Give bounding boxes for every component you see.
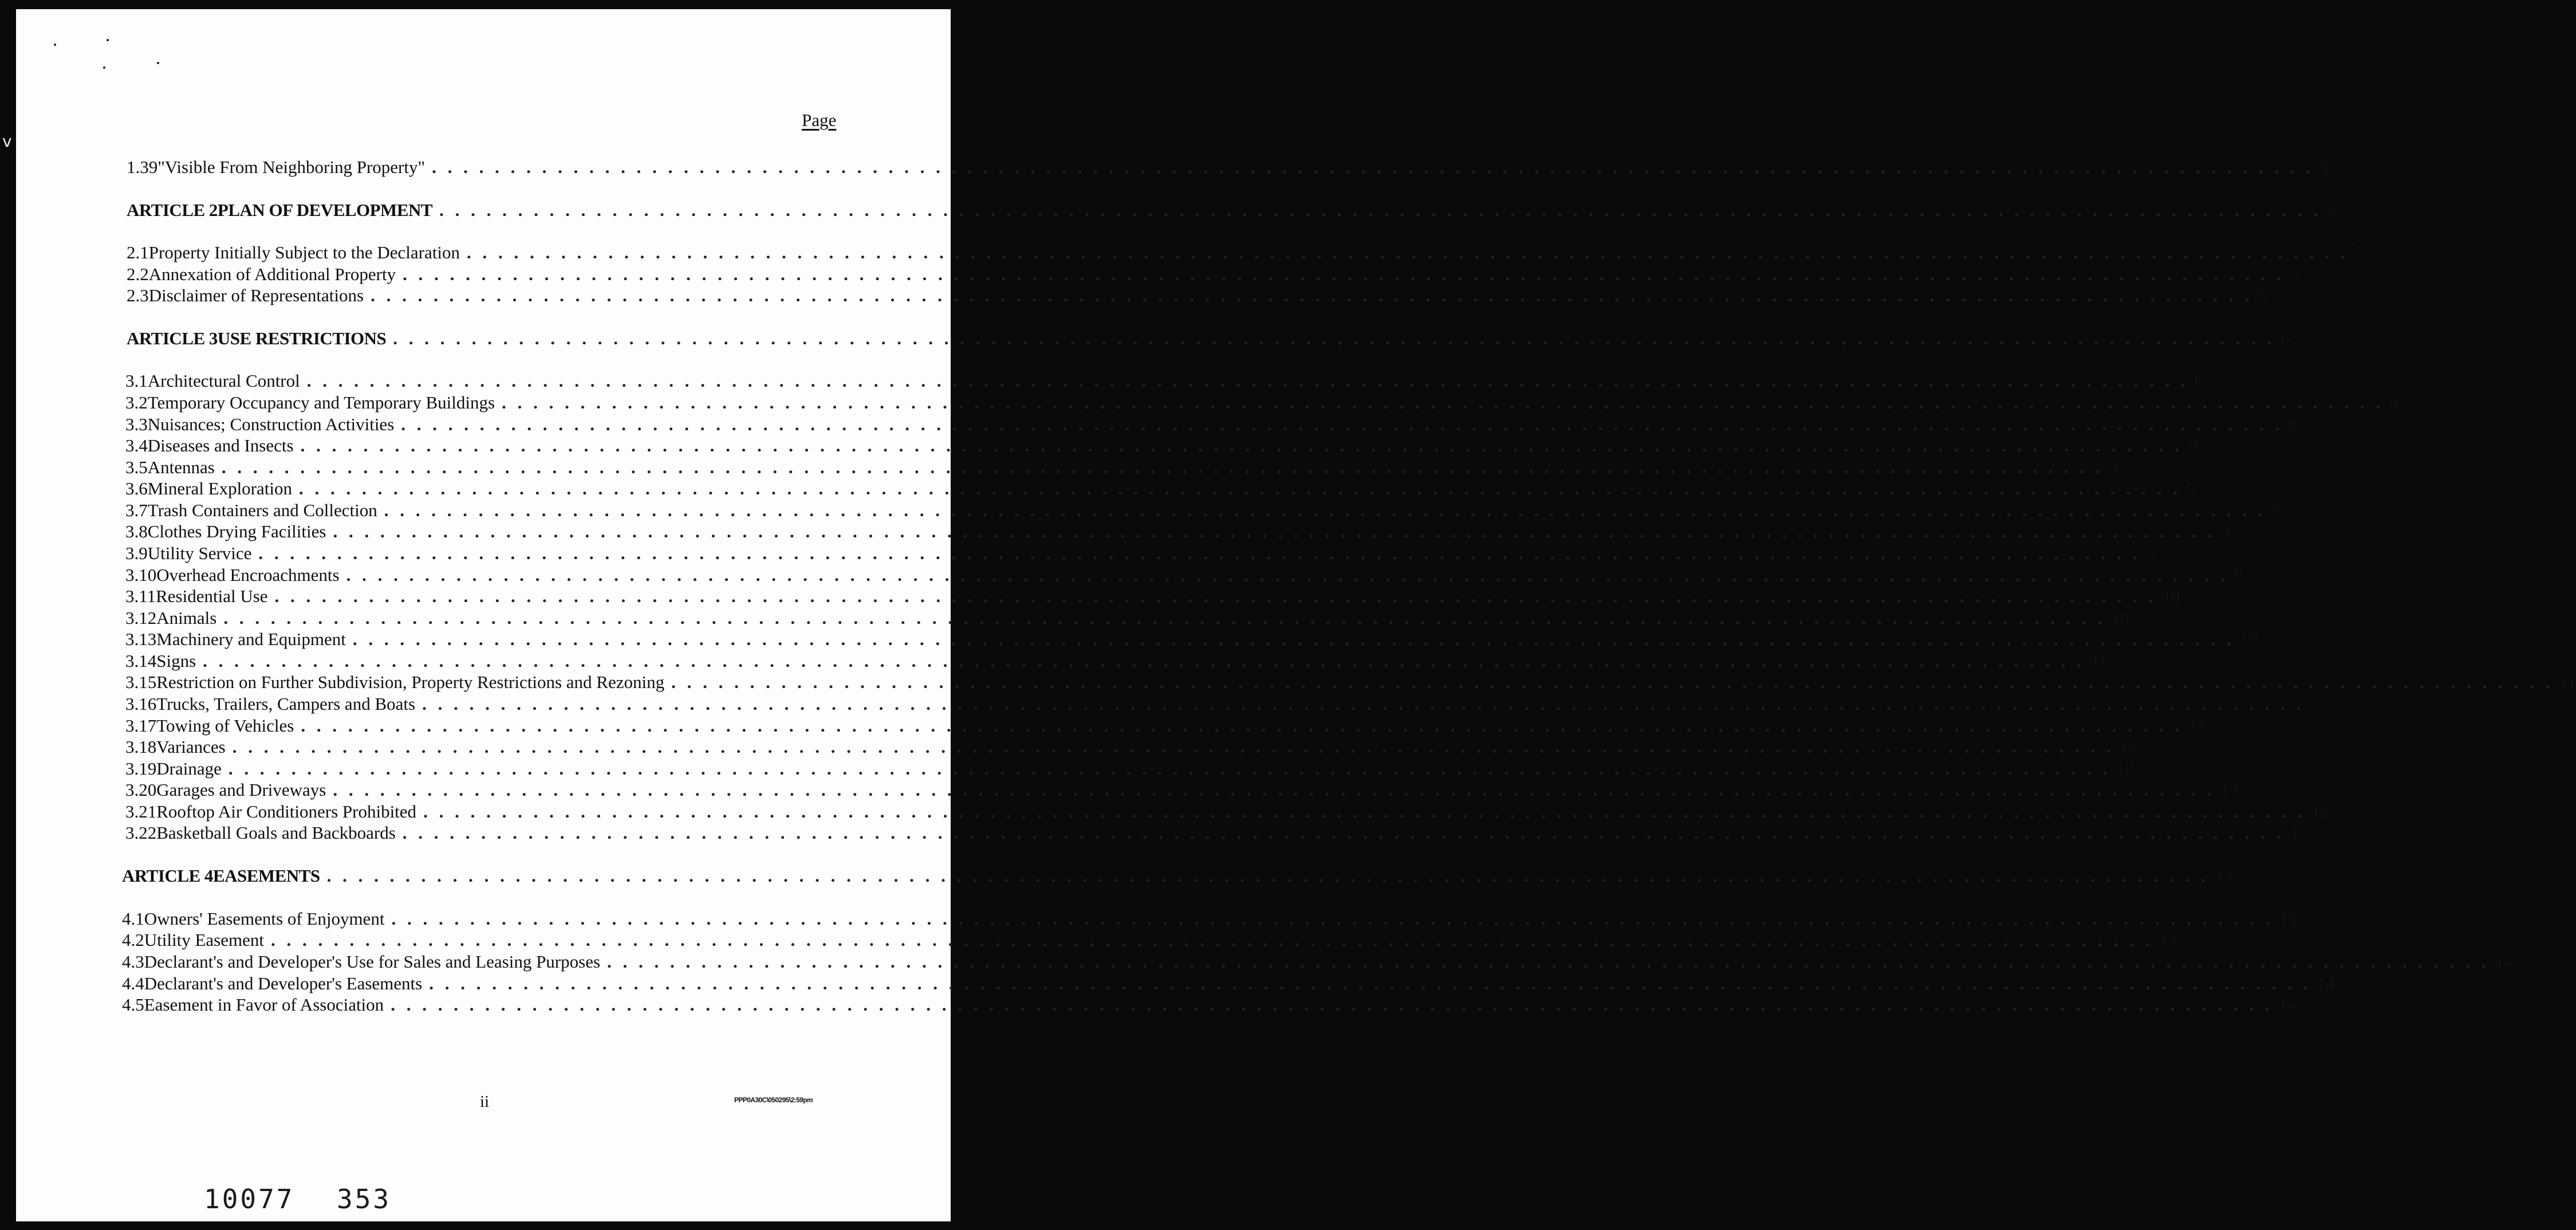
dot-leader: . . . . . . . . . . . . . . . . . . . . . . . . . . . . . . . . . . . . . . . . . . . . . . . . . . . . . . . . . . . . . . . . . . . . . . . . . . . . . . . . . . . . . . . . . . . . . . . . . . . . . . . . . . . . . . . . . . . . . . . . [401,414,2283,434]
toc-section-number: 3.8 [125,521,148,541]
toc-section-number: 3.1 [125,371,148,391]
toc-page-number: 12 [2290,823,2309,843]
toc-section-title: Rooftop Air Conditioners Prohibited [156,801,417,822]
toc-page-number: 12 [2120,737,2138,757]
toc-page-number: 10 [2111,608,2129,628]
dot-leader: . . . . . . . . . . . . . . . . . . . . . . . . . . . . . . . . . . . . . . . . . . . . . . . . . . . . . . . . . . . . . . . . . . . . . . . . . . . . . . . . . . . . . . . . . . . . . . . . . . . . . . . . . . . . . . . . . . . . . . . . [432,157,2314,177]
toc-section-title: Property Initially Subject to the Declaration [148,242,460,262]
toc-page-number: 5 [2327,200,2336,220]
toc-entry-row [125,715,2206,737]
dot-leader: . . . . . . . . . . . . . . . . . . . . . . . . . . . . . . . . . . . . . . . . . . . . . . . . . . . . . . . . . . . . . . . . . . . . . . . . . . . . . . . . . . . . . . . . . . . . . . . . . . . . . . . . . . . . . . . . . . . . . . . . [403,264,2285,284]
toc-entry-row [125,414,2298,435]
dot-leader: . . . . . . . . . . . . . . . . . . . . . . . . . . . . . . . . . . . . . . . . . . . . . . . . . . . . . . . . . . . . . . . . . . . . . . . . . . . . . . . . . . . . . . . . . . . . . . . . . . . . . . . . . . . . . . . . . . . . . . . . [333,521,2215,541]
toc-section-number: 3.14 [125,651,157,671]
recording-page-number: 353 [337,1184,392,1215]
toc-entry-row [125,585,2180,607]
toc-article-row [122,865,2232,887]
toc-section-number: 3.17 [125,716,157,736]
toc-section-number: 3.15 [125,672,157,692]
toc-section-title: Temporary Occupancy and Temporary Buildings [147,392,495,412]
dot-leader: . . . . . . . . . . . . . . . . . . . . . . . . . . . . . . . . . . . . . . . . . . . . . . . . . . . . . . . . . . . . . . . . . . . . . . . . . . . . . . . . . . . . . . . . . . . . . . . . . . . . . . . . . . . . . . . . . . . . . . . . [422,694,2305,714]
toc-page-number: 10 [2162,586,2180,606]
dot-leader: . . . . . . . . . . . . . . . . . . . . . . . . . . . . . . . . . . . . . . . . . . . . . . . . . . . . . . . . . . . . . . . . . . . . . . . . . . . . . . . . . . . . . . . . . . . . . . . . . . . . . . . . . . . . . . . . . . . . . . . . [300,435,2183,455]
toc-section-title: Garages and Driveways [156,780,326,800]
toc-section-title: Mineral Exploration [147,478,292,498]
toc-entry-row [122,951,2513,973]
toc-section-title: Residential Use [156,586,268,606]
toc-entry-row [125,822,2309,844]
dot-leader: . . . . . . . . . . . . . . . . . . . . . . . . . . . . . . . . . . . . . . . . . . . . . . . . . . . . . . . . . . . . . . . . . . . . . . . . . . . . . . . . . . . . . . . . . . . . . . . . . . . . . . . . . . . . . . . . . . . . . . . . [301,716,2183,736]
toc-section-title: Towing of Vehicles [156,716,294,736]
toc-section-title: Disclaimer of Representations [148,285,364,305]
toc-entry-row [125,693,2327,715]
dot-leader: . . . . . . . . . . . . . . . . . . . . . . . . . . . . . . . . . . . . . . . . . . . . . . . . . . . . . . . . . . . . . . . . . . . . . . . . . . . . . . . . . . . . . . . . . . . . . . . . . . . . . . . . . . . . . . . . . . . . . . . . [391,995,2273,1015]
toc-page-number: 14 [2278,995,2297,1015]
toc-page-number: 5 [2319,157,2329,177]
toc-page-number: 8 [2389,392,2398,412]
toc-section-title: Signs [156,651,196,671]
toc-entry-row [125,564,2243,586]
toc-section-number: 3.3 [125,414,148,434]
toc-page-number: 11 [2310,694,2327,714]
toc-section-number: 3.2 [125,392,148,412]
dot-leader: . . . . . . . . . . . . . . . . . . . . . . . . . . . . . . . . . . . . . . . . . . . . . . . . . . . . . . . . . . . . . . . . . . . . . . . . . . . . . . . . . . . . . . . . . . . . . . . . . . . . . . . . . . . . . . . . . . . . . . . . [607,952,2490,972]
toc-section-number: 3.21 [125,801,157,822]
toc-section-title: Declarant's and Developer's Use for Sales and Leasing Purposes [144,952,601,972]
dot-leader: . . . . . . . . . . . . . . . . . . . . . . . . . . . . . . . . . . . . . . . . . . . . . . . . . . . . . . . . . . . . . . . . . . . . . . . . . . . . . . . . . . . . . . . . . . . . . . . . . . . . . . . . . . . . . . . . . . . . . . . . [258,543,2141,563]
toc-entry-row [127,264,2299,285]
document-page [16,9,2576,1221]
toc-entry-row [125,543,2156,564]
toc-section-title: Clothes Drying Facilities [147,521,326,541]
toc-article-row [127,328,2290,349]
toc-article-label: ARTICLE 4 [122,866,213,886]
toc-section-title: Utility Easement [144,930,264,950]
toc-section-number: 1.39 [127,157,158,177]
toc-page-number: 9 [2188,435,2197,455]
toc-page-number: 9 [2271,500,2281,520]
toc-section-number: 3.18 [125,737,157,757]
toc-section-title: Antennas [147,457,215,477]
dot-leader: . . . . . . . . . . . . . . . . . . . . . . . . . . . . . . . . . . . . . . . . . . . . . . . . . . . . . . . . . . . . . . . . . . . . . . . . . . . . . . . . . . . . . . . . . . . . . . . . . . . . . . . . . . . . . . . . . . . . . . . . [306,371,2189,391]
toc-entry-row [125,650,2108,672]
toc-section-title: Trucks, Trailers, Campers and Boats [156,694,416,714]
dot-leader: . . . . . . . . . . . . . . . . . . . . . . . . . . . . . . . . . . . . . . . . . . . . . . . . . . . . . . . . . . . . . . . . . . . . . . . . . . . . . . . . . . . . . . . . . . . . . . . . . . . . . . . . . . . . . . . . . . . . . . . . [429,973,2311,993]
dot-leader: . . . . . . . . . . . . . . . . . . . . . . . . . . . . . . . . . . . . . . . . . . . . . . . . . . . . . . . . . . . . . . . . . . . . . . . . . . . . . . . . . . . . . . . . . . . . . . . . . . . . . . . . . . . . . . . . . . . . . . . . [299,478,2181,498]
toc-entry-row [122,973,2335,995]
toc-section-number: 3.16 [125,694,157,714]
toc-article-title: PLAN OF DEVELOPMENT [217,200,433,220]
toc-section-number: 3.11 [125,586,156,606]
toc-entry-row [127,242,2364,264]
toc-section-title: Easement in Favor of Association [144,995,384,1015]
toc-entry-row [127,285,2267,306]
toc-section-title: Drainage [156,759,222,779]
toc-section-number: 4.4 [122,973,144,993]
dot-leader: . . . . . . . . . . . . . . . . . . . . . . . . . . . . . . . . . . . . . . . . . . . . . . . . . . . . . . . . . . . . . . . . . . . . . . . . . . . . . . . . . . . . . . . . . . . . . . . . . . . . . . . . . . . . . . . . . . . . . . . . [270,930,2153,950]
toc-section-title: Annexation of Additional Property [148,264,396,284]
recording-book-number: 10077 [204,1184,295,1215]
toc-section-number: 4.2 [122,930,144,950]
toc-page-number: 6 [2280,328,2290,348]
toc-section-number: 3.6 [125,478,148,498]
toc-section-number: 4.3 [122,952,144,972]
toc-section-number: 3.13 [125,629,157,649]
toc-entry-row [125,628,2259,650]
toc-page-number: 6 [2258,285,2267,305]
toc-entry-row [125,779,2239,801]
toc-section-number: 3.9 [125,543,148,563]
toc-page-number: 11 [2559,672,2576,692]
toc-entry-row [125,435,2197,457]
toc-article-row [127,199,2336,221]
toc-article-title: USE RESTRICTIONS [217,328,387,348]
toc-entry-row [122,908,2297,930]
toc-section-number: 3.5 [125,457,148,477]
dot-leader: . . . . . . . . . . . . . . . . . . . . . . . . . . . . . . . . . . . . . . . . . . . . . . . . . . . . . . . . . . . . . . . . . . . . . . . . . . . . . . . . . . . . . . . . . . . . . . . . . . . . . . . . . . . . . . . . . . . . . . . . [326,866,2209,886]
dot-leader: . . . . . . . . . . . . . . . . . . . . . . . . . . . . . . . . . . . . . . . . . . . . . . . . . . . . . . . . . . . . . . . . . . . . . . . . . . . . . . . . . . . . . . . . . . . . . . . . . . . . . . . . . . . . . . . . . . . . . . . . [352,629,2235,649]
toc-entry-row [125,607,2129,629]
toc-section-title: Restriction on Further Subdivision, Property Restrictions and Rezoning [156,672,665,692]
toc-section-title: Owners' Easements of Enjoyment [144,909,385,929]
footer-page-number: ii [480,1093,490,1111]
toc-section-title: Animals [156,608,217,628]
toc-page-number: 9 [2146,543,2156,563]
dot-leader: . . . . . . . . . . . . . . . . . . . . . . . . . . . . . . . . . . . . . . . . . . . . . . . . . . . . . . . . . . . . . . . . . . . . . . . . . . . . . . . . . . . . . . . . . . . . . . . . . . . . . . . . . . . . . . . . . . . . . . . . [371,285,2253,305]
dot-leader: . . . . . . . . . . . . . . . . . . . . . . . . . . . . . . . . . . . . . . . . . . . . . . . . . . . . . . . . . . . . . . . . . . . . . . . . . . . . . . . . . . . . . . . . . . . . . . . . . . . . . . . . . . . . . . . . . . . . . . . . [333,780,2215,800]
toc-entry-row [125,736,2138,758]
dot-leader: . . . . . . . . . . . . . . . . . . . . . . . . . . . . . . . . . . . . . . . . . . . . . . . . . . . . . . . . . . . . . . . . . . . . . . . . . . . . . . . . . . . . . . . . . . . . . . . . . . . . . . . . . . . . . . . . . . . . . . . . [466,242,2349,262]
toc-page-number: 5 [2354,242,2364,262]
toc-page-number: 14 [2495,952,2513,972]
toc-page-number: 11 [2188,716,2206,736]
toc-page-number: 9 [2234,565,2243,585]
scan-edge-mark: v [2,132,12,151]
dot-leader: . . . . . . . . . . . . . . . . . . . . . . . . . . . . . . . . . . . . . . . . . . . . . . . . . . . . . . . . . . . . . . . . . . . . . . . . . . . . . . . . . . . . . . . . . . . . . . . . . . . . . . . . . . . . . . . . . . . . . . . . [502,392,2384,412]
toc-section-number: 2.1 [127,242,149,262]
toc-section-title: Trash Containers and Collection [147,500,377,520]
toc-section-title: Utility Service [147,543,252,563]
toc-entry-row [122,994,2297,1016]
dot-leader: . . . . . . . . . . . . . . . . . . . . . . . . . . . . . . . . . . . . . . . . . . . . . . . . . . . . . . . . . . . . . . . . . . . . . . . . . . . . . . . . . . . . . . . . . . . . . . . . . . . . . . . . . . . . . . . . . . . . . . . . [346,565,2228,585]
toc-page-number: 8 [2289,414,2298,434]
toc-entry-row [125,478,2196,500]
toc-section-number: 4.5 [122,995,144,1015]
toc-page-number: 13 [2214,866,2232,886]
dot-leader: . . . . . . . . . . . . . . . . . . . . . . . . . . . . . . . . . . . . . . . . . . . . . . . . . . . . . . . . . . . . . . . . . . . . . . . . . . . . . . . . . . . . . . . . . . . . . . . . . . . . . . . . . . . . . . . . . . . . . . . . [223,608,2106,628]
toc-page-number: 13 [2279,909,2297,929]
toc-section-title: "Visible From Neighboring Property" [157,157,426,177]
toc-page-number: 12 [2311,801,2329,822]
toc-section-title: Variances [156,737,226,757]
toc-section-title: Diseases and Insects [147,435,294,455]
toc-page-number: 11 [2090,651,2108,671]
dot-leader: . . . . . . . . . . . . . . . . . . . . . . . . . . . . . . . . . . . . . . . . . . . . . . . . . . . . . . . . . . . . . . . . . . . . . . . . . . . . . . . . . . . . . . . . . . . . . . . . . . . . . . . . . . . . . . . . . . . . . . . . [221,457,2104,477]
toc-section-title: Machinery and Equipment [156,629,346,649]
toc-page-number: 13 [2159,930,2177,950]
toc-page-number: 9 [2187,478,2196,498]
dot-leader: . . . . . . . . . . . . . . . . . . . . . . . . . . . . . . . . . . . . . . . . . . . . . . . . . . . . . . . . . . . . . . . . . . . . . . . . . . . . . . . . . . . . . . . . . . . . . . . . . . . . . . . . . . . . . . . . . . . . . . . . [393,328,2275,348]
toc-entry-row [122,929,2177,951]
toc-section-number: 2.3 [127,285,149,305]
toc-section-number: 4.1 [122,909,144,929]
toc-page-number: 14 [2317,973,2335,993]
toc-section-number: 3.12 [125,608,157,628]
toc-entry-row [125,671,2576,693]
toc-page-number: 5 [2290,264,2299,284]
toc-page-number: 10 [2240,629,2259,649]
toc-section-number: 3.20 [125,780,157,800]
toc-page-number: 12 [2116,759,2134,779]
dot-leader: . . . . . . . . . . . . . . . . . . . . . . . . . . . . . . . . . . . . . . . . . . . . . . . . . . . . . . . . . . . . . . . . . . . . . . . . . . . . . . . . . . . . . . . . . . . . . . . . . . . . . . . . . . . . . . . . . . . . . . . . [203,651,2085,671]
toc-section-number: 2.2 [127,264,149,284]
dot-leader: . . . . . . . . . . . . . . . . . . . . . . . . . . . . . . . . . . . . . . . . . . . . . . . . . . . . . . . . . . . . . . . . . . . . . . . . . . . . . . . . . . . . . . . . . . . . . . . . . . . . . . . . . . . . . . . . . . . . . . . . [391,909,2274,929]
toc-page-number: 6 [2195,371,2204,391]
toc-article-title: EASEMENTS [212,866,320,886]
toc-article-label: ARTICLE 2 [127,200,218,220]
toc-section-title: Basketball Goals and Backboards [156,823,396,843]
dot-leader: . . . . . . . . . . . . . . . . . . . . . . . . . . . . . . . . . . . . . . . . . . . . . . . . . . . . . . . . . . . . . . . . . . . . . . . . . . . . . . . . . . . . . . . . . . . . . . . . . . . . . . . . . . . . . . . . . . . . . . . . [439,200,2322,220]
footer-document-code: PPP0A30C\050295\2:59pm [734,1096,813,1104]
toc-entry-row [125,758,2134,780]
dot-leader: . . . . . . . . . . . . . . . . . . . . . . . . . . . . . . . . . . . . . . . . . . . . . . . . . . . . . . . . . . . . . . . . . . . . . . . . . . . . . . . . . . . . . . . . . . . . . . . . . . . . . . . . . . . . . . . . . . . . . . . . [402,823,2285,843]
dot-leader: . . . . . . . . . . . . . . . . . . . . . . . . . . . . . . . . . . . . . . . . . . . . . . . . . . . . . . . . . . . . . . . . . . . . . . . . . . . . . . . . . . . . . . . . . . . . . . . . . . . . . . . . . . . . . . . . . . . . . . . . [671,672,2554,692]
toc-page-number: 9 [2109,457,2118,477]
dot-leader: . . . . . . . . . . . . . . . . . . . . . . . . . . . . . . . . . . . . . . . . . . . . . . . . . . . . . . . . . . . . . . . . . . . . . . . . . . . . . . . . . . . . . . . . . . . . . . . . . . . . . . . . . . . . . . . . . . . . . . . . [384,500,2266,520]
toc-page-number: 12 [2220,780,2239,800]
dot-leader: . . . . . . . . . . . . . . . . . . . . . . . . . . . . . . . . . . . . . . . . . . . . . . . . . . . . . . . . . . . . . . . . . . . . . . . . . . . . . . . . . . . . . . . . . . . . . . . . . . . . . . . . . . . . . . . . . . . . . . . . [423,801,2306,822]
toc-section-title: Overhead Encroachments [156,565,340,585]
toc-entry-row [125,500,2281,521]
table-of-contents [16,9,2576,1221]
toc-section-title: Architectural Control [147,371,300,391]
toc-section-title: Declarant's and Developer's Easements [144,973,423,993]
toc-section-number: 3.4 [125,435,148,455]
toc-section-number: 3.10 [125,565,157,585]
toc-section-title: Nuisances; Construction Activities [147,414,395,434]
toc-section-number: 3.19 [125,759,157,779]
dot-leader: . . . . . . . . . . . . . . . . . . . . . . . . . . . . . . . . . . . . . . . . . . . . . . . . . . . . . . . . . . . . . . . . . . . . . . . . . . . . . . . . . . . . . . . . . . . . . . . . . . . . . . . . . . . . . . . . . . . . . . . . [232,737,2114,757]
toc-entry-row [125,457,2118,478]
dot-leader: . . . . . . . . . . . . . . . . . . . . . . . . . . . . . . . . . . . . . . . . . . . . . . . . . . . . . . . . . . . . . . . . . . . . . . . . . . . . . . . . . . . . . . . . . . . . . . . . . . . . . . . . . . . . . . . . . . . . . . . . [228,759,2111,779]
toc-entry-row [127,156,2329,178]
dot-leader: . . . . . . . . . . . . . . . . . . . . . . . . . . . . . . . . . . . . . . . . . . . . . . . . . . . . . . . . . . . . . . . . . . . . . . . . . . . . . . . . . . . . . . . . . . . . . . . . . . . . . . . . . . . . . . . . . . . . . . . . [274,586,2157,606]
toc-section-number: 3.22 [125,823,157,843]
toc-page-number: 9 [2220,521,2230,541]
toc-entry-row [125,521,2230,543]
toc-entry-row [125,801,2329,823]
toc-section-number: 3.7 [125,500,148,520]
toc-entry-row [125,370,2204,392]
toc-article-label: ARTICLE 3 [127,328,218,348]
page-column-header: Page [802,110,837,130]
toc-entry-row [125,392,2398,414]
